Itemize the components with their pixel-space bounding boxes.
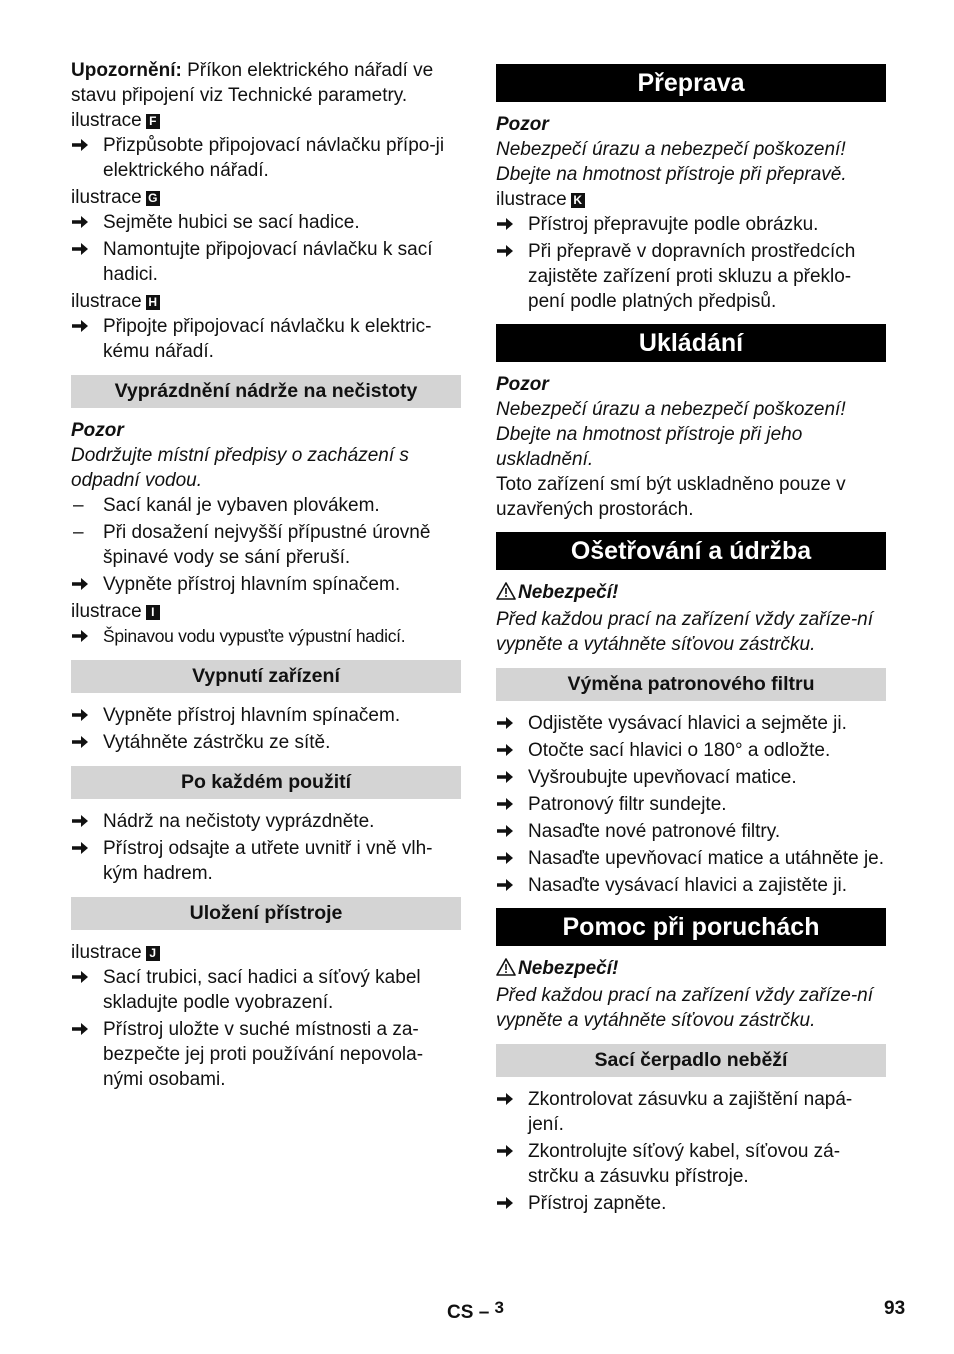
- list-sec1-dash: [71, 493, 461, 570]
- chapter-heading-troubleshooting: Pomoc při poruchách: [496, 908, 886, 946]
- list-item: [71, 572, 461, 597]
- arrow-right-icon: [71, 314, 97, 339]
- caution-label: Pozor: [496, 114, 549, 135]
- arrow-right-icon: [71, 965, 97, 990]
- list-item-text: Vyšroubujte upevňovací matice.: [528, 767, 797, 788]
- chapter-heading-maintenance: Ošetřování a údržba: [496, 532, 886, 570]
- arrow-right-icon: [496, 738, 522, 763]
- arrow-right-icon: [71, 572, 97, 597]
- left-column: [71, 58, 461, 1094]
- list-item: [496, 792, 886, 817]
- list-k: [496, 212, 886, 314]
- list-item: [496, 1087, 886, 1137]
- note-label: Upozornění:: [71, 60, 182, 81]
- warning-triangle-icon: [496, 958, 518, 983]
- list-item: [496, 873, 886, 898]
- list-item-text: Přizpůsobte připojovací návlačku přípo-ji elektrického nářadí.: [103, 135, 445, 181]
- list-item: [496, 819, 886, 844]
- list-item-text: Sací kanál je vybaven plovákem.: [103, 495, 380, 516]
- warning-triangle-icon: [496, 582, 518, 607]
- list-item: [71, 624, 461, 649]
- badge-k: K: [571, 193, 585, 208]
- note-paragraph: [71, 58, 461, 108]
- list-item-text: Nasaďte upevňovací matice a utáhněte je.: [528, 848, 885, 869]
- illustration-ref-j: ilustrace J: [71, 940, 461, 965]
- list-item-text: Vypněte přístroj hlavním spínačem.: [103, 705, 401, 726]
- danger-label: Nebezpečí!: [496, 580, 886, 607]
- list-h: [71, 314, 461, 364]
- arrow-right-icon: [71, 133, 97, 158]
- arrow-right-icon: [496, 792, 522, 817]
- section-heading-switch-off: Vypnutí zařízení: [71, 660, 461, 693]
- list-item-text: Otočte sací hlavici o 180° a odložte.: [528, 740, 831, 761]
- caution-text: Nebezpečí úrazu a nebezpečí poškození! Dbejte na hmotnost přístroje při jeho uskladnění.: [496, 399, 846, 470]
- arrow-right-icon: [71, 237, 97, 262]
- arrow-right-icon: [496, 873, 522, 898]
- list-item-text: Nádrž na nečistoty vyprázdněte.: [103, 811, 375, 832]
- badge-h: H: [146, 295, 160, 310]
- list-item-text: Sejměte hubici se sací hadice.: [103, 212, 360, 233]
- list-item-text: Při přepravě v dopravních prostředcích zajistěte zařízení proti skluzu a překlo-pení podle platných předpisů.: [528, 241, 856, 312]
- caution-text: Nebezpečí úrazu a nebezpečí poškození! Dbejte na hmotnost přístroje při přepravě.: [496, 139, 847, 185]
- list-item: [496, 212, 886, 237]
- list-g: [71, 210, 461, 287]
- list-sec5: [496, 711, 886, 898]
- list-item-text: Připojte připojovací návlačku k elektric-kému nářadí.: [103, 316, 432, 362]
- arrow-right-icon: [71, 809, 97, 834]
- list-item: [496, 738, 886, 763]
- caution-text: Dodržujte místní předpisy o zacházení s odpadní vodou.: [71, 445, 409, 491]
- danger-text: Před každou prací na zařízení vždy zaříze-ní vypněte a vytáhněte síťovou zástrčku.: [496, 985, 874, 1031]
- list-item: [71, 730, 461, 755]
- arrow-right-icon: [71, 703, 97, 728]
- list-item: [71, 965, 461, 1015]
- list-item-text: Přístroj zapněte.: [528, 1193, 667, 1214]
- arrow-right-icon: [496, 819, 522, 844]
- arrow-right-icon: [496, 846, 522, 871]
- list-item: [71, 133, 461, 183]
- arrow-right-icon: [496, 1087, 522, 1112]
- list-item: [496, 711, 886, 736]
- arrow-right-icon: [71, 836, 97, 861]
- list-j: [71, 965, 461, 1092]
- arrow-right-icon: [71, 624, 97, 649]
- list-sec1-arrow: [71, 572, 461, 597]
- list-item: [71, 703, 461, 728]
- list-f: [71, 133, 461, 183]
- right-column: [496, 64, 886, 1218]
- section-heading-after-use: Po každém použití: [71, 766, 461, 799]
- illustration-ref-k: ilustrace K: [496, 187, 886, 212]
- list-item: [71, 520, 461, 570]
- arrow-right-icon: [496, 239, 522, 264]
- list-item-text: Zkontrolovat zásuvku a zajištění napá-jení.: [528, 1089, 853, 1135]
- list-sec3: [71, 809, 461, 886]
- caution-label: Pozor: [496, 374, 549, 395]
- arrow-right-icon: [496, 1139, 522, 1164]
- badge-f: F: [146, 114, 160, 129]
- list-item-text: Odjistěte vysávací hlavici a sejměte ji.: [528, 713, 847, 734]
- list-item-text: Nasaďte vysávací hlavici a zajistěte ji.: [528, 875, 847, 896]
- list-item-text: Sací trubici, sací hadici a síťový kabel skladujte podle vyobrazení.: [103, 967, 421, 1013]
- arrow-right-icon: [496, 1191, 522, 1216]
- footer-section-ref: CS – 3: [447, 1298, 505, 1323]
- arrow-right-icon: [71, 1017, 97, 1042]
- list-item-text: Přístroj uložte v suché místnosti a za-bezpečte jej proti používání nepovola-nými osobami.: [103, 1019, 424, 1090]
- illustration-ref-g: ilustrace G: [71, 185, 461, 210]
- badge-g: G: [146, 191, 160, 206]
- illustration-ref-f: ilustrace F: [71, 108, 461, 133]
- list-item: [71, 1017, 461, 1092]
- list-item-text: Zkontrolujte síťový kabel, síťovou zá-strčku a zásuvku přístroje.: [528, 1141, 841, 1187]
- list-sec6: [496, 1087, 886, 1216]
- list-item: [496, 239, 886, 314]
- list-item: [71, 210, 461, 235]
- chapter-heading-storage: Ukládání: [496, 324, 886, 362]
- section-heading-filter-replacement: Výměna patronového filtru: [496, 668, 886, 701]
- list-item: [496, 1191, 886, 1216]
- list-item-text: Patronový filtr sundejte.: [528, 794, 727, 815]
- chapter-heading-transport: Přeprava: [496, 64, 886, 102]
- danger-label: Nebezpečí!: [496, 956, 886, 983]
- list-item: [71, 314, 461, 364]
- list-item: [496, 765, 886, 790]
- section-heading-pump-not-running: Sací čerpadlo neběží: [496, 1044, 886, 1077]
- section-heading-empty-tank: Vyprázdnění nádrže na nečistoty: [71, 375, 461, 408]
- page-number: 93: [884, 1298, 906, 1319]
- list-item: [496, 1139, 886, 1189]
- badge-i: I: [146, 605, 160, 620]
- storage-text: Toto zařízení smí být uskladněno pouze v uzavřených prostorách.: [496, 474, 846, 520]
- note-text: Příkon elektrického nářadí ve stavu připojení viz Technické parametry.: [71, 60, 434, 106]
- dash-bullet: –: [73, 495, 84, 516]
- arrow-right-icon: [496, 711, 522, 736]
- illustration-ref-i: ilustrace I: [71, 599, 461, 624]
- list-item: [496, 846, 886, 871]
- list-item-text: Při dosažení nejvyšší přípustné úrovně špinavé vody se sání přeruší.: [103, 522, 431, 568]
- illustration-ref-h: ilustrace H: [71, 289, 461, 314]
- section-heading-storage: Uložení přístroje: [71, 897, 461, 930]
- list-item-text: Vytáhněte zástrčku ze sítě.: [103, 732, 331, 753]
- dash-bullet: –: [73, 522, 84, 543]
- list-item-text: Špinavou vodu vypusťte výpustní hadicí.: [103, 626, 406, 646]
- list-item-text: Namontujte připojovací návlačku k sací hadici.: [103, 239, 433, 285]
- list-i: [71, 624, 461, 649]
- list-sec2: [71, 703, 461, 755]
- list-item: [71, 237, 461, 287]
- arrow-right-icon: [496, 765, 522, 790]
- list-item: [71, 836, 461, 886]
- arrow-right-icon: [71, 210, 97, 235]
- danger-text: Před každou prací na zařízení vždy zaříze-ní vypněte a vytáhněte síťovou zástrčku.: [496, 609, 874, 655]
- list-item: [71, 809, 461, 834]
- arrow-right-icon: [71, 730, 97, 755]
- list-item-text: Přístroj odsajte a utřete uvnitř i vně vlh-kým hadrem.: [103, 838, 433, 884]
- list-item-text: Nasaďte nové patronové filtry.: [528, 821, 781, 842]
- list-item: [71, 493, 461, 518]
- arrow-right-icon: [496, 212, 522, 237]
- list-item-text: Přístroj přepravujte podle obrázku.: [528, 214, 819, 235]
- list-item-text: Vypněte přístroj hlavním spínačem.: [103, 574, 401, 595]
- caution-label: Pozor: [71, 420, 124, 441]
- badge-j: J: [146, 946, 160, 961]
